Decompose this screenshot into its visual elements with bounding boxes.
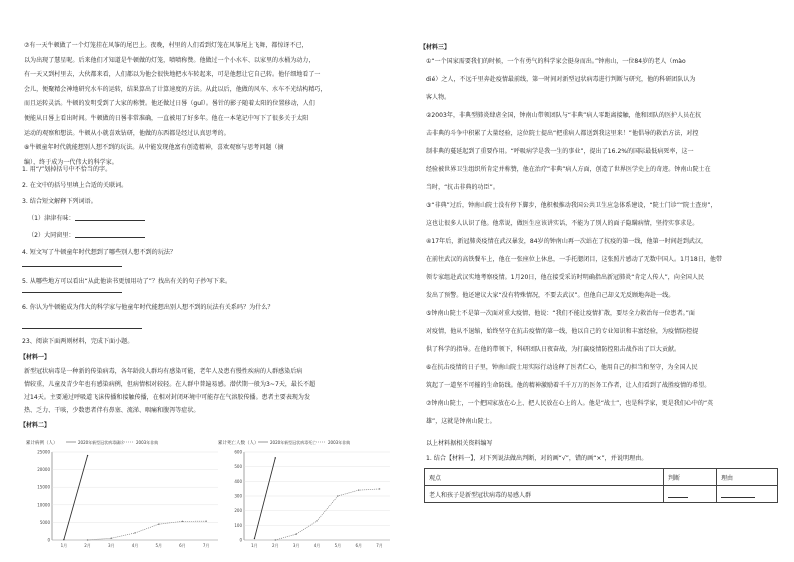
material3-line: 客人物。	[426, 94, 451, 101]
row-judgment-cell[interactable]	[664, 486, 717, 503]
series-line-sars	[275, 489, 379, 540]
material3-title: 【材料三】	[420, 44, 451, 51]
row-reason-cell[interactable]	[717, 486, 778, 503]
material3-line: 供了科学的指导。在他的带领下，科研团队日夜奋战，为打赢疫情防控阻击战作出了巨大贡献。	[426, 346, 681, 353]
material3-line: 制非典的蔓延起到了重要作用。“呼吸病学是我一生的事业”，提出了16.2%的国际最低病死率，这一	[426, 148, 694, 155]
question-line: 1. 用“/”划掉括号中不恰当的字。	[22, 166, 112, 173]
material1-line: 新型冠状病毒是一种新的传染病毒，各年龄段人群均有感染可能，老年人及患有慢性疾病的人群感染后病	[24, 368, 303, 375]
question-1: 1. 结合【材料一】，对下列说法做出判断，对的画“√”，错的画“×”，并说明理由。	[426, 455, 648, 462]
passage-line: 便能从日晷上看出时间。牛顿做的日晷非常准确，一直被用了好多年。他在一本笔记中写下了很多关于太阳	[24, 115, 309, 122]
x-tick-label: 7月	[376, 543, 383, 548]
source-note: 以上材料据相关资料编写	[426, 440, 493, 447]
legend-label: 2003年非典	[328, 440, 351, 445]
y-tick-label: 25000	[37, 449, 50, 455]
x-tick-label: 2月	[84, 543, 91, 548]
chart-confirmed	[24, 436, 224, 554]
header-judgment: 判断	[664, 469, 717, 486]
data-point	[158, 523, 159, 524]
passage-line: 编），终于成为一代伟大的科学家。	[24, 158, 118, 166]
judgment-table	[424, 468, 778, 503]
question-line: （2）大同窗里：	[28, 230, 145, 241]
table-header-row	[425, 469, 778, 486]
x-tick-label: 5月	[155, 543, 162, 548]
data-point	[205, 521, 206, 522]
y-tick-label: 20000	[37, 467, 50, 473]
x-tick-label: 3月	[292, 543, 300, 548]
answer-blank[interactable]	[75, 213, 145, 221]
material3-line: ③“非典”过后，钟南山院士没有停下脚步，他积极推动我国公共卫生应急体系建设，“院士门诊”“院士查房”，	[426, 202, 717, 209]
x-tick-label: 6月	[355, 543, 362, 548]
passage-line: 运动的观察和想法。牛顿从小就喜欢钻研，他做的东西都是经过认真思考的。	[24, 129, 230, 137]
chart-deaths	[216, 436, 396, 554]
answer-blank[interactable]	[75, 230, 145, 238]
material1-title: 【材料一】	[20, 354, 51, 361]
material1-line: 情较重，儿童及青少年也有感染病例，但病情相对较轻。在人群中普遍易感。潜伏期一般为3~7天，最长不超	[24, 381, 316, 388]
header-reason: 理由	[717, 469, 778, 486]
section-heading: 23、阅读下面两则材料，完成下面小题。	[22, 338, 134, 345]
material3-line: 击非典的斗争中积累了大量经验，这位院士提出“把重病人都送到我这里来！”他倡导的救治方法，对控	[426, 130, 699, 137]
passage-line: 而且运转灵活。牛顿的发明受到了大家的称赞。他还做过日晷（guǐ）。晷针的影子随着太阳的位置移动，人们	[24, 100, 315, 108]
x-tick-label: 5月	[334, 543, 342, 548]
series-line-covid	[64, 456, 88, 540]
axis-ylabel: 累计死亡人数（人）	[218, 441, 259, 446]
y-tick-label: 15000	[37, 484, 50, 490]
series-line-covid	[254, 458, 275, 539]
data-point	[111, 538, 112, 539]
axis-ylabel: 累计病例（人）	[26, 441, 58, 446]
answer-line[interactable]	[22, 328, 142, 329]
passage-line: ⑧牛顿童年时代就能想别人想不到的玩法。从中能发现他富有创造精神，喜欢观察与思考问题（摘	[24, 144, 284, 152]
passage-line: 有一天又到村里去，大伙都来看，人们都以为他会很快地把水车转起来，可是他想让它自己转。他仔细地看了一	[24, 71, 321, 79]
data-point	[87, 455, 88, 456]
material3-line: dié）之人，不远千里奔赴疫情最前线，第一时间对新型冠状病毒进行判断与研究，他的科研团队认为	[426, 76, 696, 83]
row-viewpoint: 老人和孩子是新型冠状病毒的易感人群	[425, 486, 664, 503]
material1-line: 热、乏力、干咳，少数患者伴有鼻塞、流涕、咽痛和腹泻等症状。	[24, 407, 200, 414]
x-tick-label: 2月	[272, 543, 279, 548]
data-point	[275, 457, 276, 458]
data-point	[337, 495, 338, 496]
material3-line: 筑起了一道坚不可摧的生命防线。他的精神激励着千千万万的医务工作者，让人们看到了战胜疫情的希望。	[426, 382, 711, 389]
x-tick-label: 6月	[179, 543, 186, 548]
passage-line: 会儿，便聚精会神地研究水车的运转，结果算出了计算速度的方法。从此以后，他做的风车、水车不光结构精巧，	[24, 85, 327, 93]
data-point	[63, 539, 64, 540]
x-tick-label: 4月	[131, 543, 139, 548]
question-line: 2. 在文中的括号里填上合适的关联词。	[22, 182, 128, 189]
y-tick-label: 0	[239, 537, 242, 543]
x-tick-label: 1月	[60, 543, 68, 548]
question-line: 6. 你认为牛顿能成为伟大的科学家与他童年时代能想出别人想不到的玩法有关系吗？为什么？	[22, 304, 274, 311]
answer-line[interactable]	[22, 266, 122, 267]
material3-line: ⑦钟南山院士，一个把国家放在心上、把人民放在心上的人。他是“战士”，也是科学家，更是我们心中的“英	[426, 400, 714, 407]
data-point	[316, 520, 317, 521]
y-tick-label: 400	[234, 478, 242, 484]
legend-label: 2003年非典	[136, 440, 159, 445]
material3-line: ④17年后，新冠肺炎疫情在武汉暴发，84岁的钟南山再一次站在了抗疫的第一线，他第一时间赶到武汉，	[426, 238, 708, 245]
data-point	[182, 521, 183, 522]
table-row	[425, 486, 778, 503]
header-viewpoint: 观点	[425, 469, 664, 486]
material3-line: 对疫情，他从不退缩，始终坚守在抗击疫情的第一线，他以自己的专业知识和丰富经验，为疫情防控提	[426, 328, 699, 335]
y-tick-label: 100	[234, 522, 242, 528]
data-point	[275, 539, 276, 540]
material3-line: 发出了预警。他还建议大家“没有特殊情况，不要去武汉”。但他自己却义无反顾地奔赴一线。	[426, 292, 675, 299]
material3-line: 当时，“抗击非典的功臣”。	[426, 184, 499, 191]
material3-line: ①“一个国家需要我们的时候，一个有勇气的科学家会挺身而出。”钟南山，一位84岁的老人（mào	[426, 58, 686, 65]
y-tick-label: 300	[234, 493, 242, 499]
question-line: 4. 短文写了牛顿童年时代想到了哪些别人想不到的玩法？	[22, 249, 177, 256]
y-tick-label: 500	[234, 464, 242, 470]
data-point	[379, 488, 380, 489]
data-point	[295, 533, 296, 534]
legend-label: 2020年新型冠状病毒确诊	[78, 440, 125, 445]
judgment-blank[interactable]	[668, 490, 688, 498]
y-tick-label: 10000	[37, 502, 50, 508]
question-line: 5. 从哪些地方可以看出“从此他读书更加用功了”？找出有关的句子抄写下来。	[22, 278, 232, 285]
data-point	[134, 532, 135, 533]
material2-title: 【材料二】	[20, 422, 51, 429]
series-line-sars	[88, 521, 207, 540]
material3-line: 雄”，这就是钟南山院士。	[426, 418, 496, 425]
reason-blank[interactable]	[721, 490, 755, 498]
material3-line: 在前往武汉的高铁餐车上，他在一张座位上休息，一手托腮闭目，这张照片感动了无数中国人。1月18日，他带	[426, 256, 722, 263]
question-line: （1）津津有味：	[28, 213, 145, 224]
material3-line: ⑥在抗击疫情的日子里，钟南山院士用实际行动诠释了医者仁心，他用自己的担当和坚守，为全国人民	[426, 364, 698, 371]
x-tick-label: 3月	[108, 543, 115, 548]
material3-line: 经验被世界卫生组织所肯定并称赞，他在治疗“非典”病人方面，创造了世界医学史上的奇迹。钟南山院士在	[426, 166, 711, 173]
x-tick-label: 1月	[251, 543, 258, 548]
data-point	[254, 538, 255, 539]
legend-label: 2020年新型冠状病毒死亡	[270, 440, 317, 445]
data-point	[87, 539, 88, 540]
material3-line: 领专家组赴武汉实地考察疫情。1月20日，他在接受采访时明确指出新冠肺炎“肯定人传人”，向全国人民	[426, 274, 705, 281]
question-line: 3. 结合短文解释下列词语。	[22, 198, 97, 205]
y-tick-label: 600	[234, 449, 242, 455]
x-tick-label: 7月	[202, 543, 210, 548]
answer-line[interactable]	[22, 292, 122, 293]
y-tick-label: 0	[47, 537, 50, 543]
material1-line: 过14天。主要通过呼吸道飞沫传播和接触传播，在相对封闭环境中可能存在气溶胶传播。患者主要表现为发	[24, 394, 311, 401]
material3-line: 这也让很多人认识了他。他常说，做医生应该讲实话，不能为了别人的面子隐瞒病情，坚持实事求是。	[426, 220, 699, 227]
data-point	[358, 489, 359, 490]
passage-line: ⑦有一天牛顿做了一个灯笼挂在风筝的尾巴上。夜晚，村里的人们看到灯笼在风筝尾上飞舞，都惊讶不已，	[24, 42, 308, 49]
material3-line: ②2003年，非典型肺炎肆虐全国，钟南山带领团队与“非典”病人零距离接触，他和团队的医护人员在抗	[426, 112, 702, 119]
y-tick-label: 5000	[39, 519, 50, 525]
x-tick-label: 4月	[313, 543, 321, 548]
passage-line: 以为出现了慧星呢。后来他们才知道是牛顿做的灯笼，啧啧称赞。他做过一个小水车、以家里的水桶为动力，	[24, 56, 315, 64]
y-tick-label: 200	[234, 508, 242, 514]
material3-line: ⑤钟南山院士不是第一次面对重大疫情，他说：“我们不能让疫情扩散，要尽全力救治每一位患者。”面	[426, 310, 695, 317]
